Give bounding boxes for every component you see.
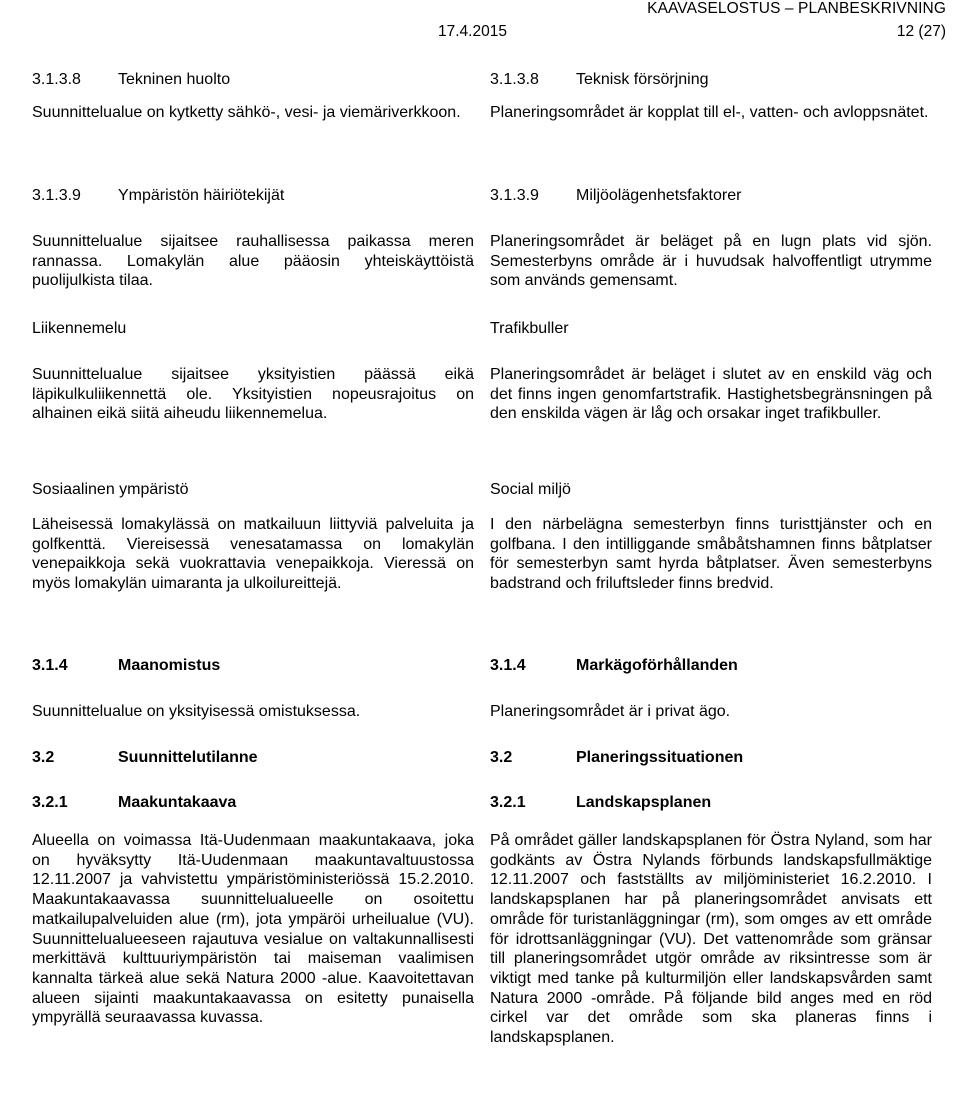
document-date: 17.4.2015 bbox=[438, 23, 507, 40]
subheading-social-sv: Social miljö bbox=[490, 481, 571, 498]
section-number: 3.2.1 bbox=[32, 794, 68, 811]
section-number: 3.2.1 bbox=[490, 794, 526, 811]
paragraph-ownership-fi: Suunnittelualue on yksityisessä omistuksessa. bbox=[32, 703, 361, 720]
paragraph-traffic-fi: Suunnittelualue sijaitsee yksityistien päässä eikä läpikulkuliikennettä ole. Yksityistien nopeusrajoitus on alhainen eikä siitä aiheudu liikennemelua. bbox=[32, 366, 474, 423]
paragraph-regional-plan-sv: På området gäller landskapsplanen för Östra Nyland, som har godkänts av Östra Nylands förbunds landskapsfullmäktige 12.11.2007 och fastställts av miljöministeriet 16.2.2010. I landskapsplanen har på planeringsområdet anvisats ett område för turistanläggningar (rm), som omges av ett område för idrottsanläggningar (VU). Det vattenområde som gränsar till planeringsområdet utgör område av riksintresse som är viktigt med tanke på kulturmiljön eller landskapsvården samt Natura 2000 -område. På följande bild anges med en röd cirkel var det område som ska planeras finns i landskapsplanen. bbox=[490, 832, 932, 1047]
section-number: 3.1.3.8 bbox=[32, 71, 81, 88]
heading-321-fi bbox=[32, 793, 474, 813]
section-number: 3.1.3.9 bbox=[490, 187, 539, 204]
heading-3139-sv bbox=[490, 186, 932, 206]
heading-321-sv bbox=[490, 793, 932, 813]
heading-32-sv bbox=[490, 748, 932, 768]
paragraph-disturbances-fi: Suunnittelualue sijaitsee rauhallisessa paikassa meren rannassa. Lomakylän alue pääosin yhteiskäyttöistä puolijulkista tilaa. bbox=[32, 233, 474, 290]
section-number: 3.1.4 bbox=[32, 657, 68, 674]
section-title: Markägoförhållanden bbox=[576, 657, 738, 674]
section-number: 3.2 bbox=[32, 749, 55, 766]
page-number: 12 (27) bbox=[896, 23, 946, 40]
document-title: KAAVASELOSTUS – PLANBESKRIVNING bbox=[647, 0, 946, 17]
section-title: Maanomistus bbox=[118, 657, 221, 674]
paragraph-social-sv: I den närbelägna semesterbyn finns turisttjänster och en golfbana. I den intilliggande småbåtshamnen finns båtplatser för semesterbyn samt hyrda båtplatser. Även semesterbyns badstrand och friluftsleder finns bredvid. bbox=[490, 516, 932, 593]
section-title: Ympäristön häiriötekijät bbox=[118, 187, 285, 204]
paragraph-ownership-sv: Planeringsområdet är i privat ägo. bbox=[490, 703, 731, 720]
section-title: Miljöolägenhetsfaktorer bbox=[576, 187, 742, 204]
paragraph-technical-sv: Planeringsområdet är kopplat till el-, vatten- och avloppsnätet. bbox=[490, 104, 929, 121]
paragraph-traffic-sv: Planeringsområdet är beläget i slutet av en enskild väg och det finns ingen genomfartstrafik. Hastighetsbegränsningen på den enskilda vägen är låg och orsakar inget trafikbuller. bbox=[490, 366, 932, 423]
heading-314-fi bbox=[32, 656, 474, 676]
section-number: 3.1.4 bbox=[490, 657, 526, 674]
heading-3139-fi bbox=[32, 186, 474, 206]
section-title: Landskapsplanen bbox=[576, 794, 712, 811]
section-title: Tekninen huolto bbox=[118, 71, 231, 88]
heading-314-sv bbox=[490, 656, 932, 676]
section-number: 3.1.3.8 bbox=[490, 71, 539, 88]
paragraph-social-fi: Läheisessä lomakylässä on matkailuun liittyviä palveluita ja golfkenttä. Viereisessä venesatamassa on lomakylän venepaikkoja sekä vuokrattavia venepaikkoja. Vieressä on myös lomakylän uimaranta ja ulkoilureittejä. bbox=[32, 516, 474, 593]
section-number: 3.1.3.9 bbox=[32, 187, 81, 204]
section-title: Maakuntakaava bbox=[118, 794, 237, 811]
subheading-traffic-sv: Trafikbuller bbox=[490, 320, 569, 337]
section-number: 3.2 bbox=[490, 749, 513, 766]
paragraph-technical-fi: Suunnittelualue on kytketty sähkö-, vesi- ja viemäriverkkoon. bbox=[32, 104, 461, 121]
section-title: Teknisk försörjning bbox=[576, 71, 709, 88]
subheading-social-fi: Sosiaalinen ympäristö bbox=[32, 481, 189, 498]
subheading-traffic-fi: Liikennemelu bbox=[32, 320, 127, 337]
heading-32-fi bbox=[32, 748, 474, 768]
heading-3138-sv bbox=[490, 70, 932, 90]
heading-3138-fi bbox=[32, 70, 474, 90]
section-title: Suunnittelutilanne bbox=[118, 749, 258, 766]
section-title: Planeringssituationen bbox=[576, 749, 744, 766]
paragraph-regional-plan-fi: Alueella on voimassa Itä-Uudenmaan maakuntakaava, joka on hyväksytty Itä-Uudenmaan maakuntavaltuustossa 12.11.2007 ja vahvistettu ympäristöministeriössä 15.2.2010. Maakuntakaavassa suunnittelualueelle on osoitettu matkailupalveluiden alue (rm), jota ympäröi urheilualue (VU). Suunnittelualueeseen rajautuva vesialue on valtakunnallisesti merkittävä kulttuuriympäristön tai maiseman vaalimisen kannalta tärkeä alue sekä Natura 2000 -alue. Kaavoitettavan alueen sijainti maakuntakaavassa on esitetty punaisella ympyrällä seuraavassa kuvassa. bbox=[32, 832, 474, 1027]
paragraph-disturbances-sv: Planeringsområdet är beläget på en lugn plats vid sjön. Semesterbyns område är i huvudsak halvoffentligt utrymme som används gemensamt. bbox=[490, 233, 932, 290]
